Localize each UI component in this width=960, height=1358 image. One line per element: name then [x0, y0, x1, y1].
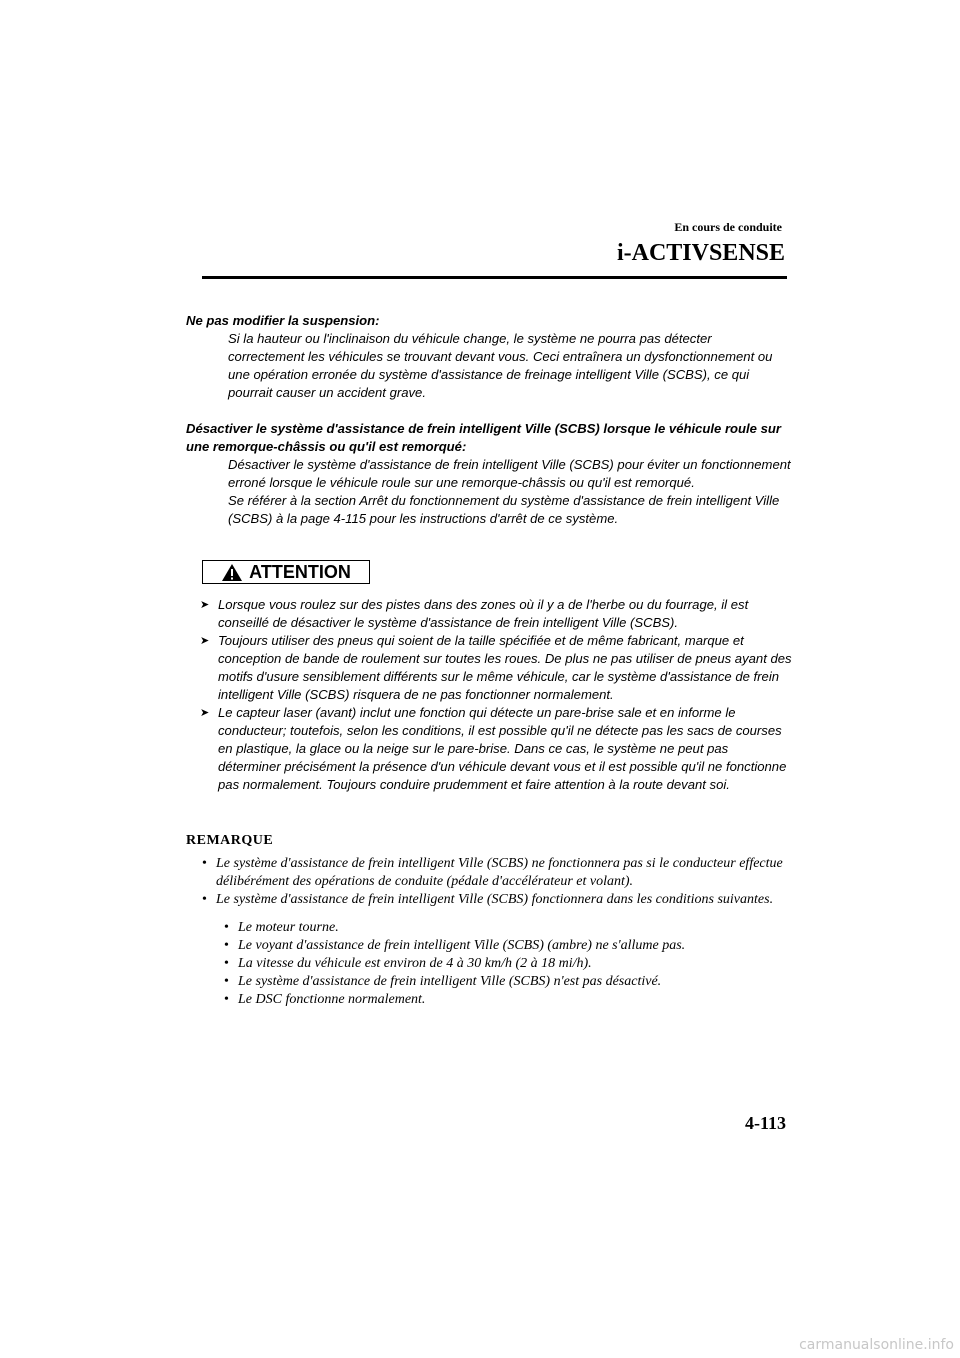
attention-item-text: Le capteur laser (avant) inclut une fonction qui détecte un pare-brise sale et en informe le conducteur; toutefois, selon les conditions, il est possible qu'il ne détecte pas les sacs de courses en plastique, la glace ou la neige sur le pare-brise. Dans ce cas, le système ne peut pas déterminer précisément la présence d'un véhicule devant vous et il est possible qu'il ne fonctionne pas normalement. Toujours conduire prudemment et faire attention à la route devant soi.: [218, 705, 787, 792]
warning-tow: [186, 420, 791, 528]
warning-triangle-icon: [221, 563, 243, 582]
arrow-bullet-icon: ➤: [200, 635, 210, 647]
condition-text: Le DSC fonctionne normalement.: [238, 992, 426, 1007]
condition-text: Le voyant d'assistance de frein intelligent Ville (SCBS) (ambre) ne s'allume pas.: [238, 938, 686, 953]
note-item: [198, 891, 798, 909]
warning-paragraph: Désactiver le système d'assistance de frein intelligent Ville (SCBS) pour éviter un fonctionnement erroné lorsque le véhicule roule sur une remorque-châssis ou qu'il est remorqué.: [228, 457, 791, 490]
attention-item: [198, 704, 793, 794]
arrow-bullet-icon: ➤: [200, 599, 210, 611]
condition-item: [220, 937, 798, 955]
attention-item: [198, 596, 793, 632]
bullet-icon: •: [224, 992, 229, 1007]
bullet-icon: •: [202, 892, 207, 907]
bullet-icon: •: [224, 974, 229, 989]
attention-label: ATTENTION: [249, 561, 351, 582]
attention-item: [198, 632, 793, 704]
watermark-link[interactable]: carmanualsonline.info: [799, 1337, 954, 1353]
condition-text: La vitesse du véhicule est environ de 4 à 30 km/h (2 à 18 mi/h).: [238, 956, 592, 971]
warning-body: [186, 330, 791, 402]
note-heading: REMARQUE: [186, 833, 274, 848]
warning-suspension: [186, 312, 791, 402]
bullet-icon: •: [224, 938, 229, 953]
note-item: [198, 855, 798, 891]
arrow-bullet-icon: ➤: [200, 707, 210, 719]
note-list: [198, 855, 798, 1009]
condition-item: [220, 919, 798, 937]
header-divider: [202, 276, 787, 279]
warning-body: [186, 456, 791, 528]
attention-item-text: Toujours utiliser des pneus qui soient de la taille spécifiée et de même fabricant, marque et conception de bande de roulement sur toutes les roues. De plus ne pas utiliser de pneus ayant des motifs d'usure sensiblement différents sur le même véhicule, car le système d'assistance de frein intelligent Ville (SCBS) risquera de ne pas fonctionner normalement.: [218, 633, 792, 702]
attention-box: [202, 560, 370, 584]
conditions-list: [198, 919, 798, 1009]
warning-paragraph: Si la hauteur ou l'inclinaison du véhicule change, le système ne pourra pas détecter correctement les véhicules se trouvant devant vous. Ceci entraînera un dysfonctionnement ou une opération erronée du système d'assistance de freinage intelligent Ville (SCBS), ce qui pourrait causer un accident grave.: [228, 331, 773, 400]
warning-paragraph: Se référer à la section Arrêt du fonctionnement du système d'assistance de frein intelligent Ville (SCBS) à la page 4-115 pour les instructions d'arrêt de ce système.: [228, 493, 780, 526]
bullet-icon: •: [224, 920, 229, 935]
page-number: 4-113: [744, 1113, 786, 1133]
warning-title: Ne pas modifier la suspension:: [186, 313, 380, 328]
condition-item: [220, 991, 798, 1009]
condition-item: [220, 973, 798, 991]
note-item-text: Le système d'assistance de frein intelligent Ville (SCBS) ne fonctionnera pas si le conducteur effectue délibérément des opérations de conduite (pédale d'accélérateur et volant).: [216, 856, 783, 889]
attention-list: [198, 596, 793, 794]
attention-item-text: Lorsque vous roulez sur des pistes dans des zones où il y a de l'herbe ou du fourrage, il est conseillé de désactiver le système d'assistance de frein intelligent Ville (SCBS).: [218, 597, 749, 630]
bullet-icon: •: [202, 856, 207, 871]
warning-title: Désactiver le système d'assistance de frein intelligent Ville (SCBS) lorsque le véhicule roule sur une remorque-châssis ou qu'il est remorqué:: [186, 421, 781, 454]
condition-item: [220, 955, 798, 973]
chapter-title: i-ACTIVSENSE: [616, 240, 785, 266]
note-item-text: Le système d'assistance de frein intelligent Ville (SCBS) fonctionnera dans les conditions suivantes.: [216, 892, 774, 907]
condition-text: Le moteur tourne.: [238, 920, 339, 935]
bullet-icon: •: [224, 956, 229, 971]
section-label: En cours de conduite: [674, 220, 782, 234]
condition-text: Le système d'assistance de frein intelligent Ville (SCBS) n'est pas désactivé.: [238, 974, 662, 989]
